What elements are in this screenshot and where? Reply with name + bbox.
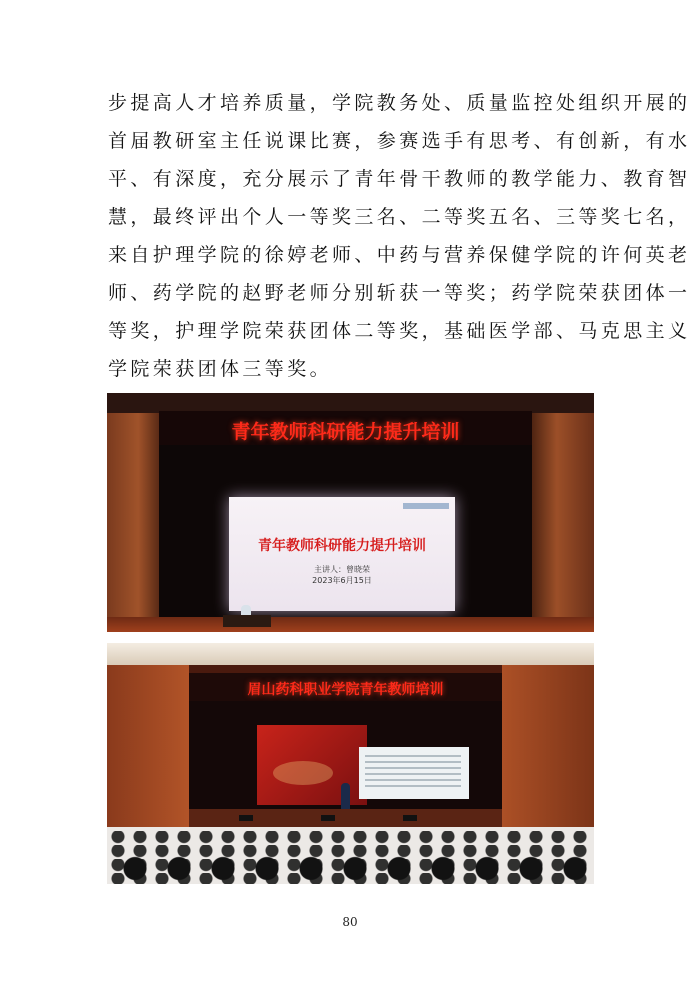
screen-title: 青年教师科研能力提升培训 xyxy=(258,538,426,554)
training-photo-1 xyxy=(107,393,594,632)
paragraph-line: 步提高人才培养质量，学院教务处、质量监控处组织开展的 xyxy=(108,92,691,114)
backdrop-decoration xyxy=(273,761,333,785)
screen-speaker: 主讲人：曾晓荣 xyxy=(314,565,370,574)
right-wall xyxy=(532,393,594,632)
page-number: 80 xyxy=(342,915,358,929)
paragraph-line: 平、有深度，充分展示了青年骨干教师的教学能力、教育智 xyxy=(108,168,691,190)
screen-date: 2023年6月15日 xyxy=(312,576,372,585)
paragraph-line: 首届教研室主任说课比赛，参赛选手有思考、有创新，有水 xyxy=(108,130,691,152)
left-wall xyxy=(107,393,159,632)
led-banner-text: 青年教师科研能力提升培训 xyxy=(231,421,460,443)
stage-floor xyxy=(107,617,594,632)
stage-monitor xyxy=(403,815,417,821)
podium xyxy=(223,615,271,627)
led-banner-text: 眉山药科职业学院青年教师培训 xyxy=(247,682,444,698)
paragraph-line: 等奖，护理学院荣获团体二等奖，基础医学部、马克思主义 xyxy=(108,320,691,342)
screen-logo xyxy=(403,503,449,509)
screen-text-block xyxy=(365,755,461,791)
stage-monitor xyxy=(239,815,253,821)
paragraph-line: 师、药学院的赵野老师分别斩获一等奖；药学院荣获团体一 xyxy=(108,282,691,304)
speaker-figure xyxy=(341,783,350,809)
training-photo-2 xyxy=(107,643,594,884)
paragraph-line: 慧，最终评出个人一等奖三名、二等奖五名、三等奖七名， xyxy=(108,206,691,228)
body-paragraph xyxy=(108,84,691,388)
paragraph-line: 学院荣获团体三等奖。 xyxy=(108,358,333,380)
ceiling xyxy=(107,643,594,665)
stage-monitor xyxy=(321,815,335,821)
stage-floor xyxy=(189,809,502,827)
ceiling xyxy=(107,393,594,413)
paragraph-line: 来自护理学院的徐婷老师、中药与营养保健学院的许何英老 xyxy=(108,244,691,266)
audience-front-row xyxy=(107,855,594,884)
